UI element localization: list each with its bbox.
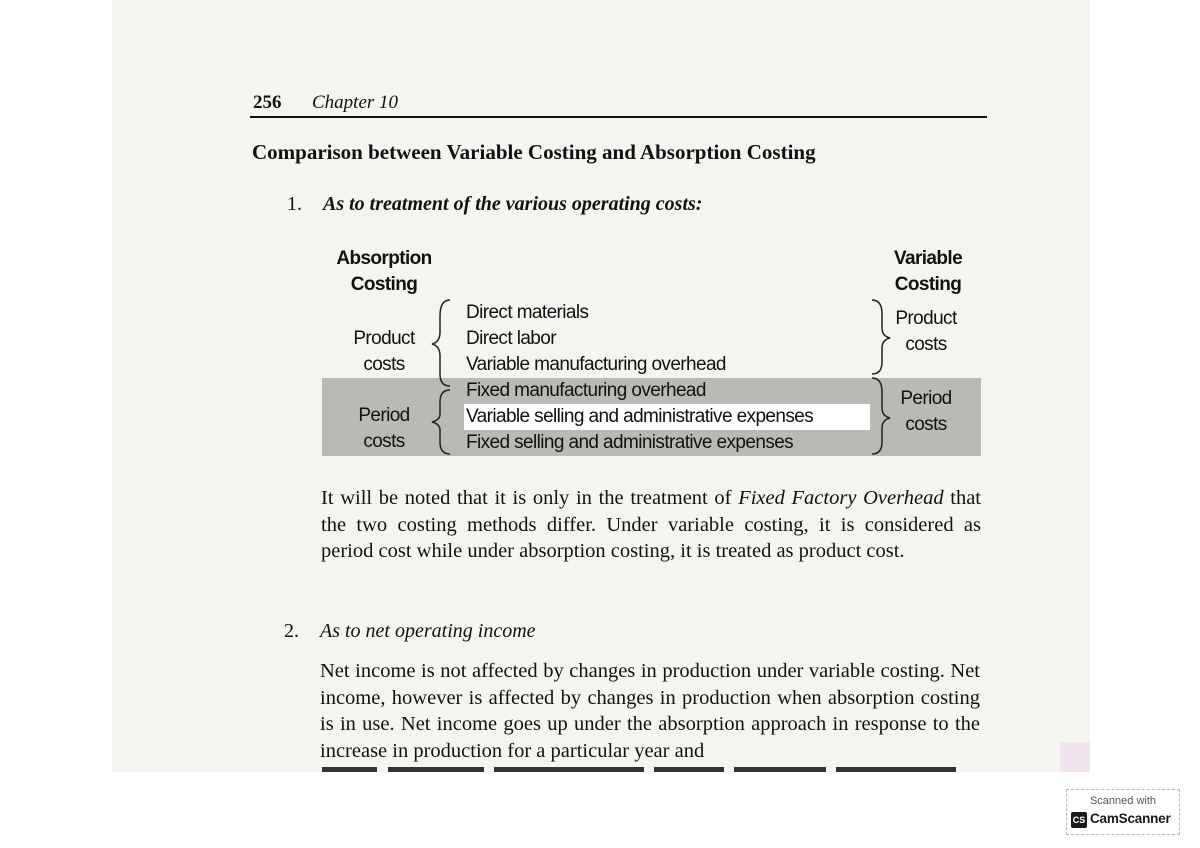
paragraph-1-emphasis: Fixed Factory Overhead <box>738 487 944 509</box>
cut-off-text-line <box>322 766 972 772</box>
variable-product-costs-label: Product costs <box>895 308 957 355</box>
cost-item: Fixed selling and administrative expenses <box>466 432 794 453</box>
paragraph-1-lead: It will be noted that it is only in the treatment of <box>321 487 739 509</box>
cut-text-fragment <box>734 767 826 772</box>
cut-text-fragment <box>654 767 724 772</box>
badge-brand: CamScanner <box>1090 811 1171 826</box>
camscanner-badge <box>1066 789 1180 835</box>
item-number-1: 1. <box>287 193 302 215</box>
chapter-title: Chapter 10 <box>312 92 399 113</box>
paragraph-fixed-overhead <box>321 485 981 565</box>
cut-text-fragment <box>388 767 484 772</box>
period-brace-left <box>432 390 450 454</box>
absorption-period-costs-label: Period costs <box>358 405 410 452</box>
page-number: 256 <box>253 92 282 113</box>
cut-text-fragment <box>322 767 377 772</box>
product-brace-left <box>432 300 450 386</box>
absorption-costing-title: Absorption Costing <box>336 248 432 295</box>
item-heading-1: As to treatment of the various operating costs: <box>323 193 703 215</box>
paragraph-1-rest: that the two costing methods differ. Under variable costing, it is considered as period cost while under absorption costing, it is treated as product cost. <box>321 487 981 562</box>
product-brace-right <box>872 300 890 374</box>
header-rule <box>250 116 987 118</box>
cost-list <box>466 300 813 456</box>
scan-edge-tint <box>1060 742 1090 772</box>
badge-caption: Scanned with <box>1089 795 1157 807</box>
cost-item: Fixed manufacturing overhead <box>466 380 706 401</box>
variable-period-costs-label: Period costs <box>900 388 952 435</box>
cut-text-fragment <box>836 767 956 772</box>
camscanner-logo-icon: CS <box>1071 812 1087 828</box>
section-title: Comparison between Variable Costing and Absorption Costing <box>252 140 816 164</box>
variable-braces <box>866 296 896 458</box>
variable-costing-title: Variable Costing <box>893 248 963 295</box>
cost-item: Variable manufacturing overhead <box>466 354 726 375</box>
item-heading-2: As to net operating income <box>320 620 536 642</box>
cost-item: Direct materials <box>466 302 589 323</box>
cost-item: Variable selling and administrative expenses <box>466 406 814 427</box>
cost-item: Direct labor <box>466 328 556 349</box>
item-number-2: 2. <box>284 620 299 642</box>
paragraph-net-income: Net income is not affected by changes in production under variable costing. Net income, however is affected by changes in production when absorption costing is in use. Net income goes up under the absorption approach in response to the increase in production for a particular year and <box>320 660 980 762</box>
period-brace-right <box>872 378 890 454</box>
absorption-product-costs-label: Product costs <box>353 328 415 375</box>
absorption-braces <box>426 296 466 458</box>
cut-text-fragment <box>494 767 644 772</box>
